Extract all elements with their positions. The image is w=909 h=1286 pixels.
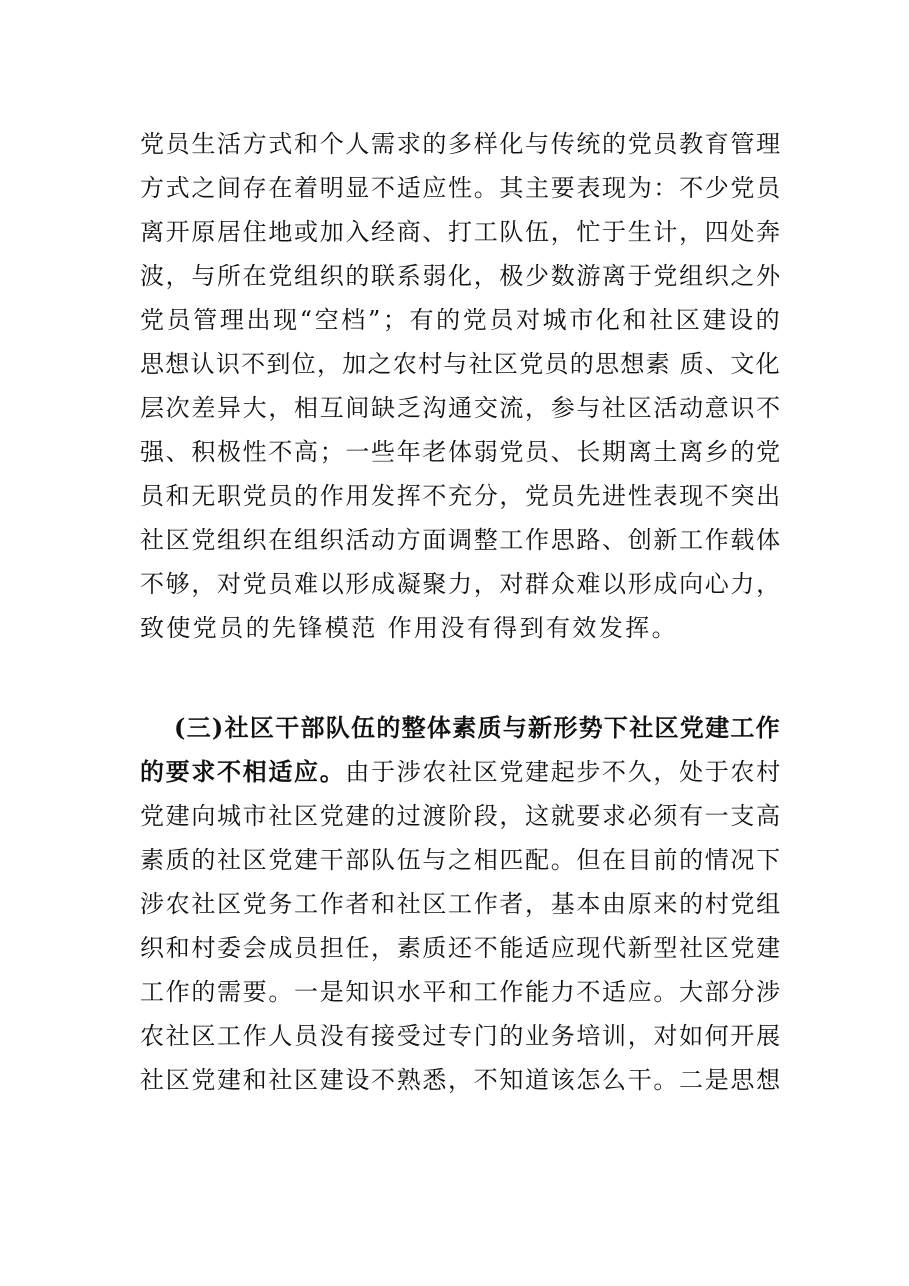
- paragraph-line: 致使党员的先锋模范 作用没有得到有效发挥。: [140, 614, 679, 642]
- paragraph-line: 思想认识不到位，加之农村与社区党员的思想素 质、文化: [140, 350, 781, 378]
- paragraph-line: 方式之间存在着明显不适应性。其主要表现为：不少党员: [140, 174, 782, 202]
- paragraph-line: 素质的社区党建干部队伍与之相匹配。但在目前的情况下: [140, 846, 782, 874]
- paragraph-line: 波，与所在党组织的联系弱化，极少数游离于党组织之外: [140, 262, 782, 290]
- paragraph-line: 涉农社区党务工作者和社区工作者，基本由原来的村党组: [140, 890, 782, 918]
- paragraph-line: 社区党组织在组织活动方面调整工作思路、创新工作载体: [140, 526, 782, 554]
- paragraph-line: 党建向城市社区党建的过渡阶段，这就要求必须有一支高: [140, 802, 782, 830]
- heading-continuation-line: [140, 750, 780, 794]
- paragraph-line: 层次差异大，相互间缺乏沟通交流，参与社区活动意识不: [140, 394, 782, 422]
- paragraph-text: 由于涉农社区党建起步不久，处于农村: [345, 758, 782, 786]
- paragraph-line: 工作的需要。一是知识水平和工作能力不适应。大部分涉: [140, 978, 782, 1006]
- paragraph-line: 农社区工作人员没有接受过专门的业务培训，对如何开展: [140, 1022, 782, 1050]
- paragraph-line: 织和村委会成员担任，素质还不能适应现代新型社区党建: [140, 934, 782, 962]
- paragraph-line: 党员管理出现“空档”；有的党员对城市化和社区建设的: [140, 306, 783, 334]
- paragraph-line: 离开原居住地或加入经商、打工队伍，忙于生计，四处奔: [140, 218, 782, 246]
- section-heading-end: 的要求不相适应。: [140, 757, 346, 786]
- paragraph-line: 社区党建和社区建设不熟悉，不知道该怎么干。二是思想: [140, 1066, 782, 1094]
- paragraph-2: [140, 706, 780, 1102]
- paragraph-line: 不够，对党员难以形成凝聚力，对群众难以形成向心力，: [140, 570, 782, 598]
- section-heading: (三)社区干部队伍的整体素质与新形势下社区党建工作: [174, 713, 781, 742]
- paragraph-line: 员和无职党员的作用发挥不充分，党员先进性表现不突出: [140, 482, 782, 510]
- paragraph-line: 党员生活方式和个人需求的多样化与传统的党员教育管理: [140, 130, 782, 158]
- paragraph-line: 强、积极性不高；一些年老体弱党员、长期离土离乡的党: [140, 438, 782, 466]
- paragraph-1: [140, 122, 783, 650]
